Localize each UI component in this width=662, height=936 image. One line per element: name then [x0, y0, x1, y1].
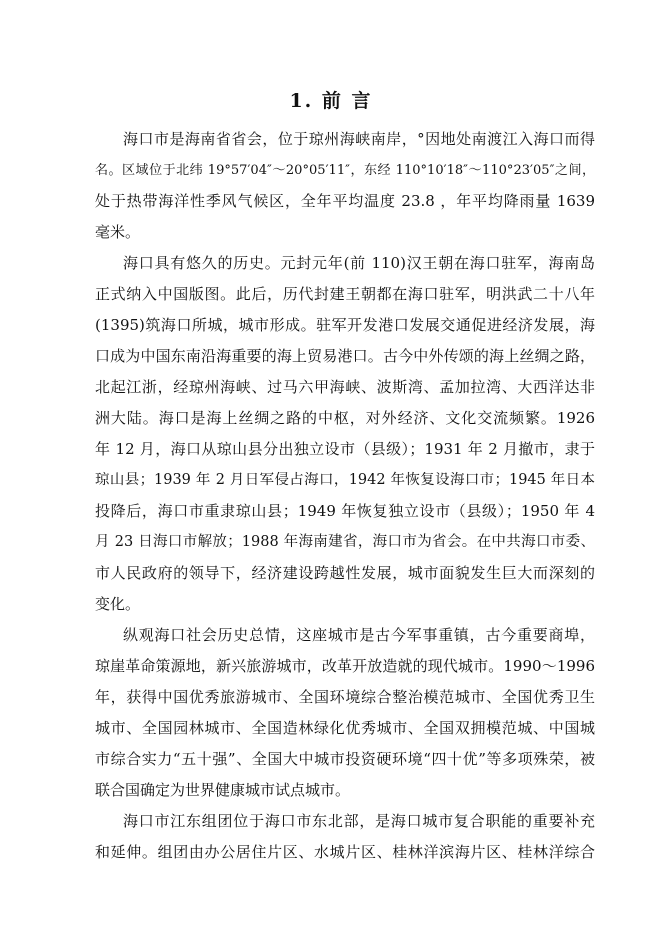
paragraph-jiangdong [95, 806, 595, 868]
text-line: 年，获得中国优秀旅游城市、全国环境综合整治模范城市、全国优秀卫生 [95, 688, 595, 706]
text-line: 海口市是海南省省会，位于琼州海峡南岸，°因地处南渡江入海口而得 [123, 130, 595, 148]
text-line: 变化。 [95, 595, 141, 613]
text-line: 纵观海口社会历史总情，这座城市是古今军事重镇，古今重要商埠， [123, 626, 595, 644]
text-line: 北起江浙，经琼州海峡、过马六甲海峡、波斯湾、孟加拉湾、大西洋达非 [95, 378, 595, 396]
text-line: 年 12 月，海口从琼山县分出独立设市（县级）；1931 年 2 月撤市，隶于 [95, 440, 595, 458]
text-line: 琼山县；1939 年 2 月日军侵占海口，1942 年恢复设海口市；1945 年日本 [95, 472, 595, 488]
text-line: (1395)筑海口所城，城市形成。驻军开发港口发展交通促进经济发展，海 [95, 316, 595, 334]
text-line: 处于热带海洋性季风气候区，全年平均温度 23.8 ，年平均降雨量 1639 [95, 192, 595, 210]
text-line: 琼崖革命策源地，新兴旅游城市，改革开放造就的现代城市。1990～1996 [95, 657, 595, 675]
paragraph-location [95, 124, 595, 248]
text-line: 城市、全国园林城市、全国造林绿化优秀城市、全国双拥模范城、中国城 [95, 719, 595, 737]
text-line: 名。区域位于北纬 19°57′04″～20°05′11″，东经 110°10′18″～110°23′05″之间， [95, 163, 595, 178]
paragraph-honors [95, 620, 595, 806]
text-line: 海口具有悠久的历史。元封元年(前 110)汉王朝在海口驻军，海南岛 [123, 254, 595, 272]
text-line: 投降后，海口市重隶琼山县；1949 年恢复独立设市（县级）；1950 年 4 [95, 502, 595, 520]
text-line: 正式纳入中国版图。此后，历代封建王朝都在海口驻军，明洪武二十八年 [95, 285, 595, 303]
text-line: 市人民政府的领导下，经济建设跨越性发展，城市面貌发生巨大而深刻的 [95, 564, 595, 582]
text-line: 海口市江东组团位于海口市东北部，是海口城市复合职能的重要补充 [123, 812, 595, 830]
text-line: 和延伸。组团由办公居住片区、水城片区、桂林洋滨海片区、桂林洋综合 [95, 843, 595, 861]
text-line: 联合国确定为世界健康城市试点城市。 [95, 781, 351, 799]
text-line: 市综合实力“五十强”、全国大中城市投资硬环境“四十优”等多项殊荣，被 [95, 750, 595, 768]
text-line: 口成为中国东南沿海重要的海上贸易港口。古今中外传颂的海上丝绸之路， [95, 347, 595, 365]
text-line: 月 23 日海口市解放；1988 年海南建省，海口市为省会。在中共海口市委、 [95, 534, 595, 550]
section-heading: 1. 前 言 [289, 90, 373, 112]
paragraph-history [95, 248, 595, 620]
text-line: 毫米。 [95, 223, 141, 241]
body-text [95, 124, 595, 868]
text-line: 洲大陆。海口是海上丝绸之路的中枢，对外经济、文化交流频繁。1926 [95, 409, 595, 427]
